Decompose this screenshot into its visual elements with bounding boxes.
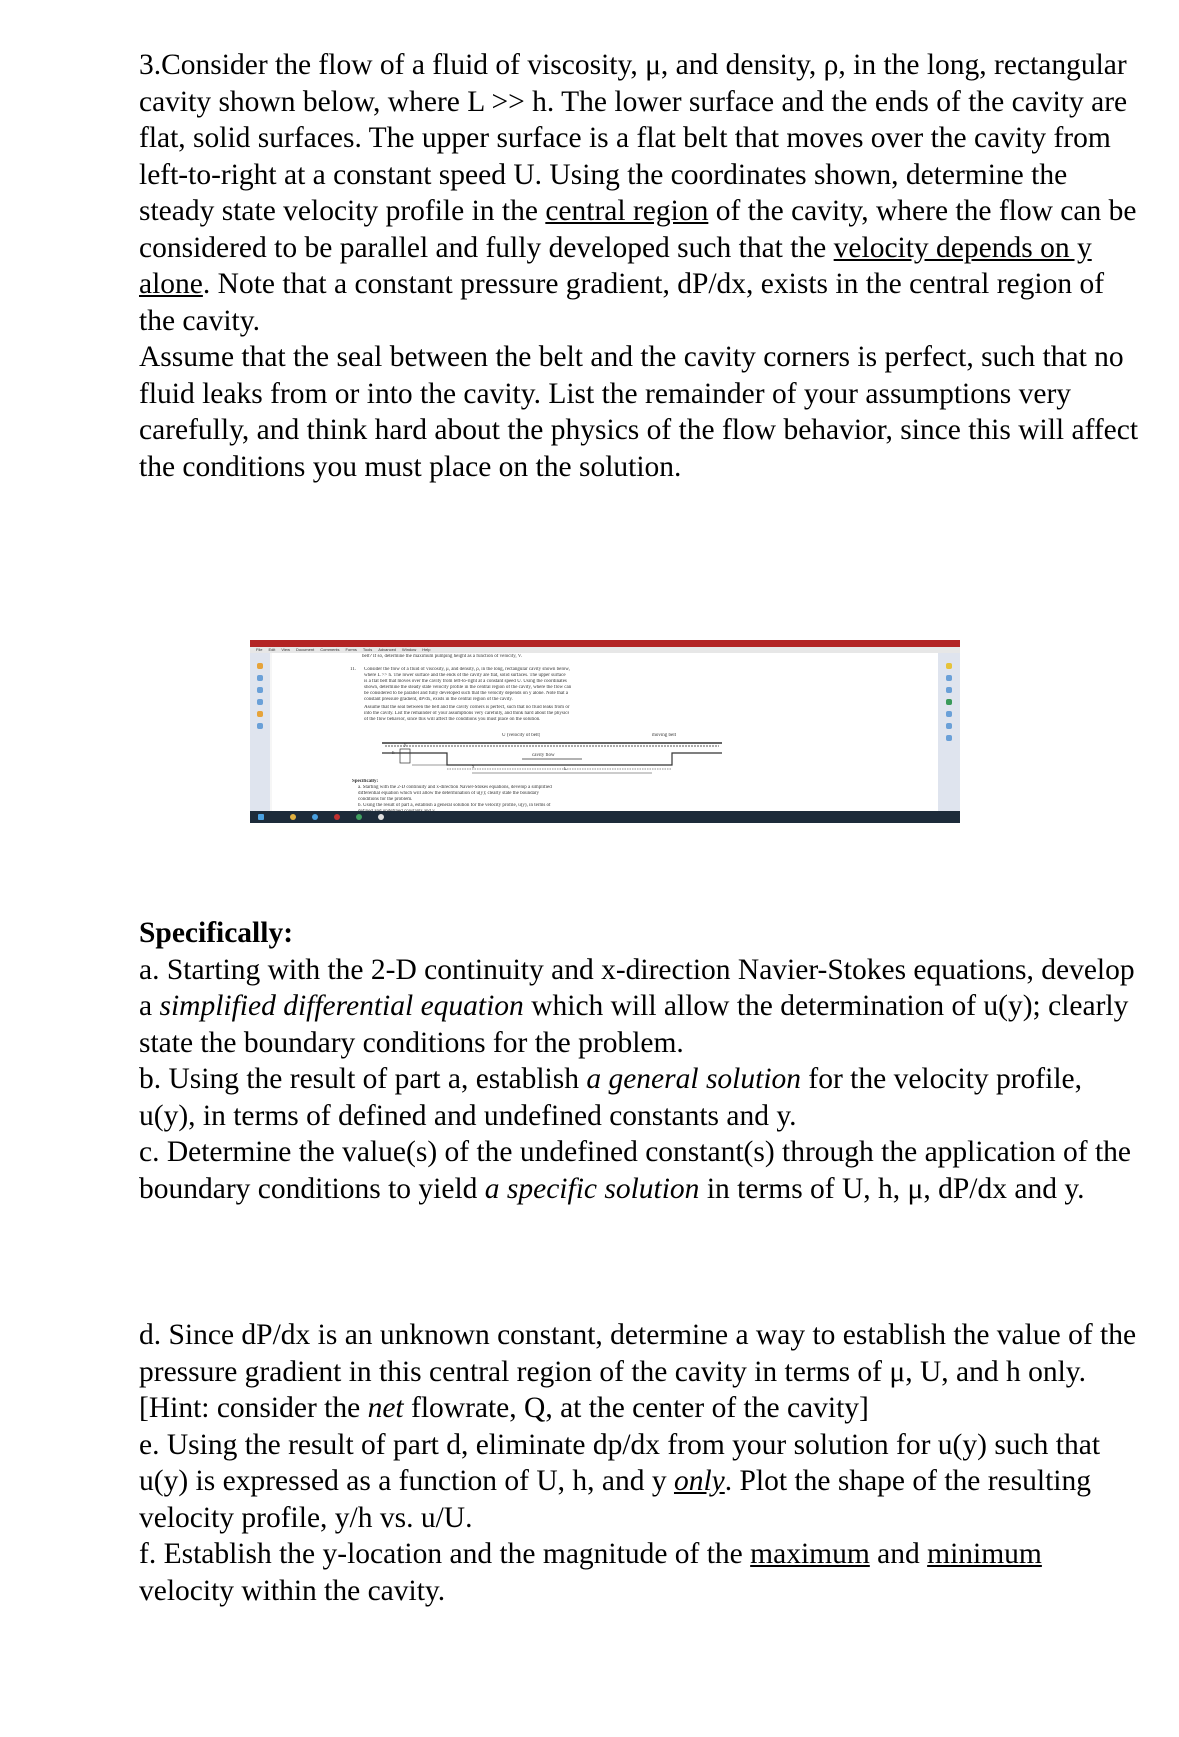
- page-line: where L >> h. The lower surface and the ends of the cavity are flat, solid surfaces. The upper surface: [364, 673, 566, 678]
- velocity-depends-underline: velocity depends on y alone: [139, 231, 1092, 300]
- part-b-italic: a general solution: [586, 1063, 802, 1095]
- later-parts-paragraph: [139, 1317, 1139, 1609]
- assumptions-text: Assume that the seal between the belt and the cavity corners is perfect, such that no fluid leaks from or into the cavity. List the remainder of your assumptions very carefully, and think hard about the physics of the flow behavior, since this will affect the conditions you must place on the solution.: [139, 341, 1139, 483]
- right-tool-5-icon[interactable]: [946, 711, 952, 717]
- part-f-text-2: velocity within the cavity.: [139, 1574, 446, 1607]
- menu-comments[interactable]: Comments: [320, 647, 340, 652]
- fig-moving-belt-label: moving belt: [652, 733, 677, 738]
- page-item-number: 11.: [350, 667, 357, 672]
- part-d-text: d. Since dP/dx is an unknown constant, determine a way to establish the value of the pressure gradient in this central region of the cavity in terms of μ, U, and h only.: [139, 1319, 1137, 1388]
- central-region-underline: central region: [545, 195, 709, 227]
- left-toolbar: [250, 653, 270, 811]
- part-a-italic: simplified differential equation: [159, 990, 524, 1022]
- menu-document[interactable]: Document: [295, 647, 315, 652]
- page-spec-heading: Specifically:: [352, 779, 379, 784]
- tool-select-icon[interactable]: [257, 723, 263, 729]
- page-line: Consider the flow of a fluid of viscosity, μ, and density, ρ, in the long, rectangular cavity shown below,: [364, 667, 570, 672]
- tool-pen-icon[interactable]: [257, 663, 263, 669]
- embedded-screenshot: [250, 640, 960, 823]
- part-a-text-2: which will allow the determination of u(y); clearly state the boundary conditions for the problem.: [139, 990, 1129, 1059]
- part-b-text-2: for the velocity profile, u(y), in terms of defined and undefined constants and y.: [139, 1063, 1082, 1132]
- page-line: into the cavity. List the remainder of your assumptions very carefully, and think hard about the physics: [364, 711, 570, 716]
- right-toolbar: [938, 653, 960, 811]
- menu-forms[interactable]: Forms: [345, 647, 357, 652]
- problem-number: 3.: [139, 49, 162, 81]
- fig-belt-label: U (velocity of belt): [502, 733, 541, 738]
- menu-view[interactable]: View: [281, 647, 290, 652]
- menu-file[interactable]: File: [256, 647, 263, 652]
- menu-window[interactable]: Window: [402, 647, 417, 652]
- page-spec-line: a. Starting with the 2-D continuity and x-direction Navier-Stokes equations, develop a simplified: [358, 785, 552, 790]
- pdf-page[interactable]: [272, 653, 938, 811]
- tool-highlight-icon[interactable]: [257, 675, 263, 681]
- part-e-only: only: [673, 1465, 725, 1497]
- fig-y-label: y: [404, 743, 407, 748]
- taskbar-app-2-icon[interactable]: [312, 814, 318, 820]
- taskbar: [250, 811, 960, 823]
- fig-L-label: L: [564, 767, 568, 772]
- specifically-paragraph: [139, 915, 1139, 1207]
- taskbar-app-1-icon[interactable]: [290, 814, 296, 820]
- taskbar-app-3-icon[interactable]: [334, 814, 340, 820]
- page-line: of the flow behavior, since this will affect the conditions you must place on the solution.: [364, 717, 541, 722]
- menu-tools[interactable]: Tools: [362, 647, 373, 652]
- fig-cavity-flow-label: cavity flow: [532, 753, 555, 758]
- right-tool-3-icon[interactable]: [946, 687, 952, 693]
- page-spec-line: differential equation which will allow the determination of u(y); clearly state the boundary: [358, 791, 539, 796]
- hint-text-2: flowrate, Q, at the center of the cavity]: [403, 1392, 869, 1424]
- problem-text-a: Consider the flow of a fluid of viscosity, μ, and density, ρ, in the long, rectangular cavity shown below, where L >> h. The lower surface and the ends of the cavity are flat, solid surfaces. The upper surface is a flat belt that moves over the cavity from left-to-right at a constant speed U. Using the coordinates shown, determine the steady state velocity profile in the: [139, 49, 1128, 227]
- fig-h-label: h: [392, 751, 395, 756]
- page-line: shown, determine the steady state velocity profile in the central region of the cavity, where the flow can: [364, 685, 572, 690]
- problem-text-c: . Note that a constant pressure gradient, dP/dx, exists in the central region of the cavity.: [139, 268, 1105, 337]
- part-f-and: and: [869, 1538, 928, 1570]
- taskbar-app-4-icon[interactable]: [356, 814, 362, 820]
- part-e-text: e. Using the result of part d, eliminate dp/dx from your solution for u(y) such that u(y) is expressed as a function of U, h, and y: [139, 1428, 1101, 1497]
- right-tool-4-icon[interactable]: [946, 699, 952, 705]
- taskbar-app-5-icon[interactable]: [378, 814, 384, 820]
- menu-edit[interactable]: Edit: [268, 647, 276, 652]
- tool-shape-icon[interactable]: [257, 687, 263, 693]
- part-e-text-2: . Plot the shape of the resulting velocity profile, y/h vs. u/U.: [139, 1465, 1091, 1534]
- hint-text: [Hint: consider the: [139, 1392, 368, 1424]
- part-b-text: b. Using the result of part a, establish: [139, 1063, 587, 1095]
- right-tool-7-icon[interactable]: [946, 735, 952, 741]
- page-spec-line: b. Using the result of part a, establish a general solution for the velocity profile, u(y), in terms of: [358, 803, 551, 808]
- right-tool-6-icon[interactable]: [946, 723, 952, 729]
- menu-help[interactable]: Help: [422, 647, 431, 652]
- tool-eraser-icon[interactable]: [257, 711, 263, 717]
- problem-text-b: of the cavity, where the flow can be considered to be parallel and fully developed such that the: [139, 195, 1137, 264]
- part-f-text: f. Establish the y-location and the magnitude of the: [139, 1538, 751, 1570]
- fig-x-label: x: [472, 765, 475, 770]
- right-tool-1-icon[interactable]: [946, 663, 952, 669]
- specifically-heading: Specifically:: [139, 917, 294, 949]
- part-a-text: a. Starting with the 2-D continuity and x-direction Navier-Stokes equations, develop a: [139, 953, 1135, 1022]
- page-line: Assume that the seal between the belt and the cavity corners is perfect, such that no fluid leaks from or: [364, 705, 570, 710]
- page-line: constant pressure gradient, dP/dx, exists in the central region of the cavity.: [364, 697, 513, 702]
- part-c-italic: a specific solution: [484, 1172, 700, 1205]
- viewer-titlebar: [250, 640, 960, 647]
- right-tool-2-icon[interactable]: [946, 675, 952, 681]
- problem-paragraph: [139, 47, 1139, 485]
- page-line: be considered to be parallel and fully developed such that the velocity depends on y alone. Note that a: [364, 691, 568, 696]
- page-spec-line: conditions for the problem.: [358, 797, 413, 802]
- start-button-icon[interactable]: [258, 814, 264, 820]
- h-box: [400, 749, 410, 763]
- page-top-line: belt? If so, determine the maximum pumping height as a function of velocity, V.: [362, 654, 523, 659]
- part-c-text: c. Determine the value(s) of the undefined constant(s) through the application of the boundary conditions to yield: [139, 1136, 1132, 1205]
- page-line: is a flat belt that moves over the cavity from left-to-right at a constant speed U. Using the coordinates: [364, 679, 567, 684]
- part-c-text-2: in terms of U, h, μ, dP/dx and y.: [699, 1172, 1085, 1205]
- part-f-minimum: minimum: [927, 1538, 1042, 1570]
- tool-text-icon[interactable]: [257, 699, 263, 705]
- menu-advanced[interactable]: Advanced: [378, 647, 397, 652]
- hint-italic: net: [367, 1392, 404, 1424]
- part-f-maximum: maximum: [750, 1538, 870, 1570]
